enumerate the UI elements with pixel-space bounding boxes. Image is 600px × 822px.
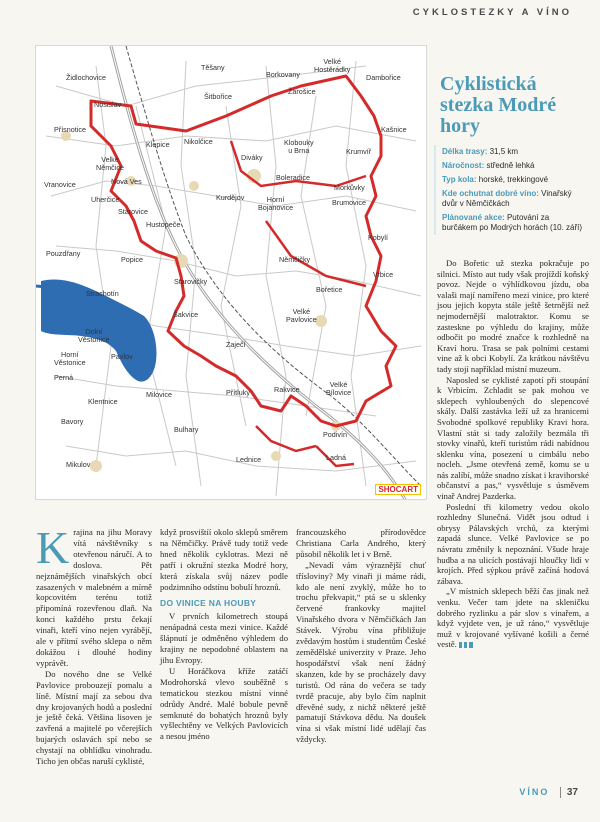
map-credit-logo: SHOCART [375,484,421,495]
place-label: Boleradice [276,173,310,182]
place-label: Dolní Věstonice [78,327,110,344]
paragraph: když prosvištíí okolo sklepů směrem na Němčičky. Právě tudy totiž vede hned několik cyklotras. Mezi ně patří i okružní stezka Modré hory, která získala svůj název podle podzimního odstínu bobulí hroznů. [160,527,288,592]
place-label: Nová Ves [111,177,142,186]
place-label: Přísnotice [54,125,86,134]
place-label: Velké Hostěrádky [314,57,351,74]
place-label: Těšany [201,63,225,72]
place-label: Starovice [118,207,148,216]
place-label: Klentnice [88,397,118,406]
section-subhead: DO VINICE NA HOUBY [160,598,257,609]
place-label: Zaječí [226,340,246,349]
place-label: Židlochovice [66,73,106,82]
page-number: 37 [560,787,578,798]
route-info-box [434,145,584,235]
place-label: Kašnice [381,125,407,134]
place-label: Šitbořice [204,92,232,101]
place-label: Kobylí [368,233,388,242]
place-label: Ladná [326,453,346,462]
article-column-2 [160,527,288,742]
place-label: Starovičky [174,277,208,286]
place-label: Přítluky [226,388,250,397]
place-label: Velké Němčice [96,155,124,172]
paragraph: U Horáčkova kříže zatáčí Modrohorská vlevo souběžně s tematickou stezkou místní vinné odrůdy André. Malé bobule pevně semknuté do bohatých hroznů byly vyšlechtěny ve Velkých Pavlovicích a nesou jméno [160,665,288,742]
paragraph: V prvních kilometrech stoupá nenápadná cesta mezi vinice. Každé šlápnutí je odměněno výhledem do krajiny ne nepodobné oblastem na jihu Evropy. [160,611,288,665]
place-label: Horní Bojanovice [258,195,294,212]
place-label: Bavory [61,417,84,426]
place-label: Vranovice [44,180,76,189]
place-label: Bořetice [316,285,343,294]
place-label: Uherčice [91,195,120,204]
place-label: Brumovice [332,198,366,207]
place-label: Nosislav [94,100,122,109]
section-kicker: CYKLOSTEZKY A VÍNO [412,7,572,18]
place-label: Pavlov [111,352,133,361]
article-column-3 [296,527,426,745]
paragraph: Do nového dne se Velké Pavlovice probouzejí pomalu a líně. Místní mají za sebou dva dny krojovaných hodů a poslední je ještě čeká. Většina lisoven je zavřená a majitelé po včerejších bujarých oslavách spí nebo se chystají na obhlídku vinohradu. Ticho jen občas naruší cyklisté, [36,668,152,767]
info-row-bike-type: Typ kola: horské, trekkingové [434,173,584,187]
page-footer [519,787,578,798]
magazine-name: VÍNO [519,787,550,797]
place-label: Perná [54,373,74,382]
article-column-1 [36,522,152,767]
place-label: Nikolčice [184,137,213,146]
route-title: Cyklistická stezka Modré hory [440,73,557,137]
place-label: Mikulov [66,460,91,469]
place-label: Rakvice [274,385,300,394]
paragraph: francouzského přírodovědce Christiana Carla Andrého, který působil několik let i v Brně. [296,527,426,559]
place-label: Vrbice [373,270,394,279]
route-map [35,45,427,500]
place-label: Horní Věstonice [54,350,86,367]
info-row-events: Plánované akce: Putování za burčákem po Modrých horách (10. září) [434,211,584,235]
place-label: Hustopeče [146,220,181,229]
drop-cap: K [36,522,70,573]
lead-paragraph: Krajina na jihu Moravy vítá návštěvníky s otevřenou náručí. A to doslova. Pět nejznámějších vinařských obcí zasazených v malebném a mírně kopcovitém terénu totiž připomíná rozevřenou dlaň. Na konci každého prstu čekají vinaři, kteří víno nejen vyrábějí, ale v přítmí svého sklepa o něm dokážou i dlouhé hodiny vyprávět. [36,522,152,668]
place-label: Milovice [146,390,172,399]
paragraph: Do Bořetic už stezka pokračuje po silnici. Místo aut tudy však projíždí koňský povoz. Nejde o výhlídkovou jízdu, oba valaši mají namířeno mezi vinice, pro které jsou jejich kopyta stále ještě šetrnější než nejmodernější malotraktor. Komu se zastesknе po výhledu do krajiny, může odbočit po modré značce k rozhledně na Kraví horu. Trasa se pak polními cestami vine až k obci Kobylí. Za krátkou návštěvu tady stojí například místní muzeum. [437,258,589,374]
place-label: Lednice [236,455,262,464]
info-row-difficulty: Náročnost: středně lehká [434,159,584,173]
paragraph: „V místních sklepech běží čas jinak než venku. Večer tam jdete na skleničku dobrého ryzlinku a pár slov s vinařem, a když vyjdete ven, je už ráno,“ vysvětluje muž v krojované vyšívané košili a černé vestě. [437,586,589,650]
place-label: Velké Bílovice [326,380,352,397]
place-label: Podivín [323,430,347,439]
place-label: Klobouky u Brna [284,138,314,155]
place-label: Žarošice [288,87,316,96]
place-label: Dambořice [366,73,401,82]
place-label: Popice [121,255,143,264]
paragraph: Naposled se cyklisté zapotí při stoupání k Vrbicím. Zchladit se pak mohou ve sklepech vyhloubených do slepencové skály. Další zastávka leží už za hranicemi Svobodné spolkové republiky Kravi hora. Vlastní stát si tady založily bezmála tři stovky vinařů, kteří turistům rádi nabídnou sklenku vína, posezení u cimbálu nebo nocleh. „Jsme otevřená země, komu se u nás zalíbí, může snadno získat i kravihorské občanství a pas,“ vysvětluje s úsměvem vinař Andrej Pazderka. [437,374,589,502]
paragraph: Poslední tři kilometry vedou okolo rozhledny Slunečná. Vidět jsou odtud i obrysy Pálavských vrchů, za kterými zapadá slunce. Velké Pavlovice se po návratu změnily k nepoznání. Všude hraje hudba a na ulicích postávají hloučky lidí v krojích. Před sýpkou právě začíná hodová zábava. [437,501,589,586]
place-label: Velké Pavlovice [286,307,317,324]
place-label: Kurdějov [216,193,245,202]
place-label: Šakvice [173,310,199,319]
article-column-right [437,258,589,650]
map-graphic [36,46,427,500]
place-label: Klepice [146,140,170,149]
info-row-wine: Kde ochutnat dobré víno: Vinařský dvůr v Němčičkách [434,187,584,211]
place-label: Krumvíř [346,147,372,156]
place-label: Pouzdřany [46,249,81,258]
place-label: Diváky [241,153,263,162]
info-row-length: Délka trasy: 31,5 km [434,145,584,159]
place-label: Němčičky [279,255,311,264]
place-label: Bulhary [174,425,199,434]
place-label: Borkovany [266,70,300,79]
place-label: Strachotín [86,289,119,298]
place-label: Morkůvky [334,183,365,192]
end-mark-icon [459,642,473,648]
paragraph: „Nevadí vám výraznější chuť třísloviny? My vinaři ji máme rádi, kdo ale není zvyklý, může ho to trochu překvapit,“ ptá se u sklenky červené frankovky majitel Vinařského dvora v Němčičkách Jan Stávek. Výrobu vína přibližuje zvědavým hostům i studentům České zemědělské univerzity v Praze. Jeho hospodářství však není žádný skanzen, kde by se procházely davy turistů. Od rána do večera se tady tvrdě pracuje, aby bylo čím naplnit dřevěné sudy, z nichž některé ještě pamatují Stávkova dědu. Na doušek vína si však místní lidé udělají čas vždycky. [296,559,426,745]
